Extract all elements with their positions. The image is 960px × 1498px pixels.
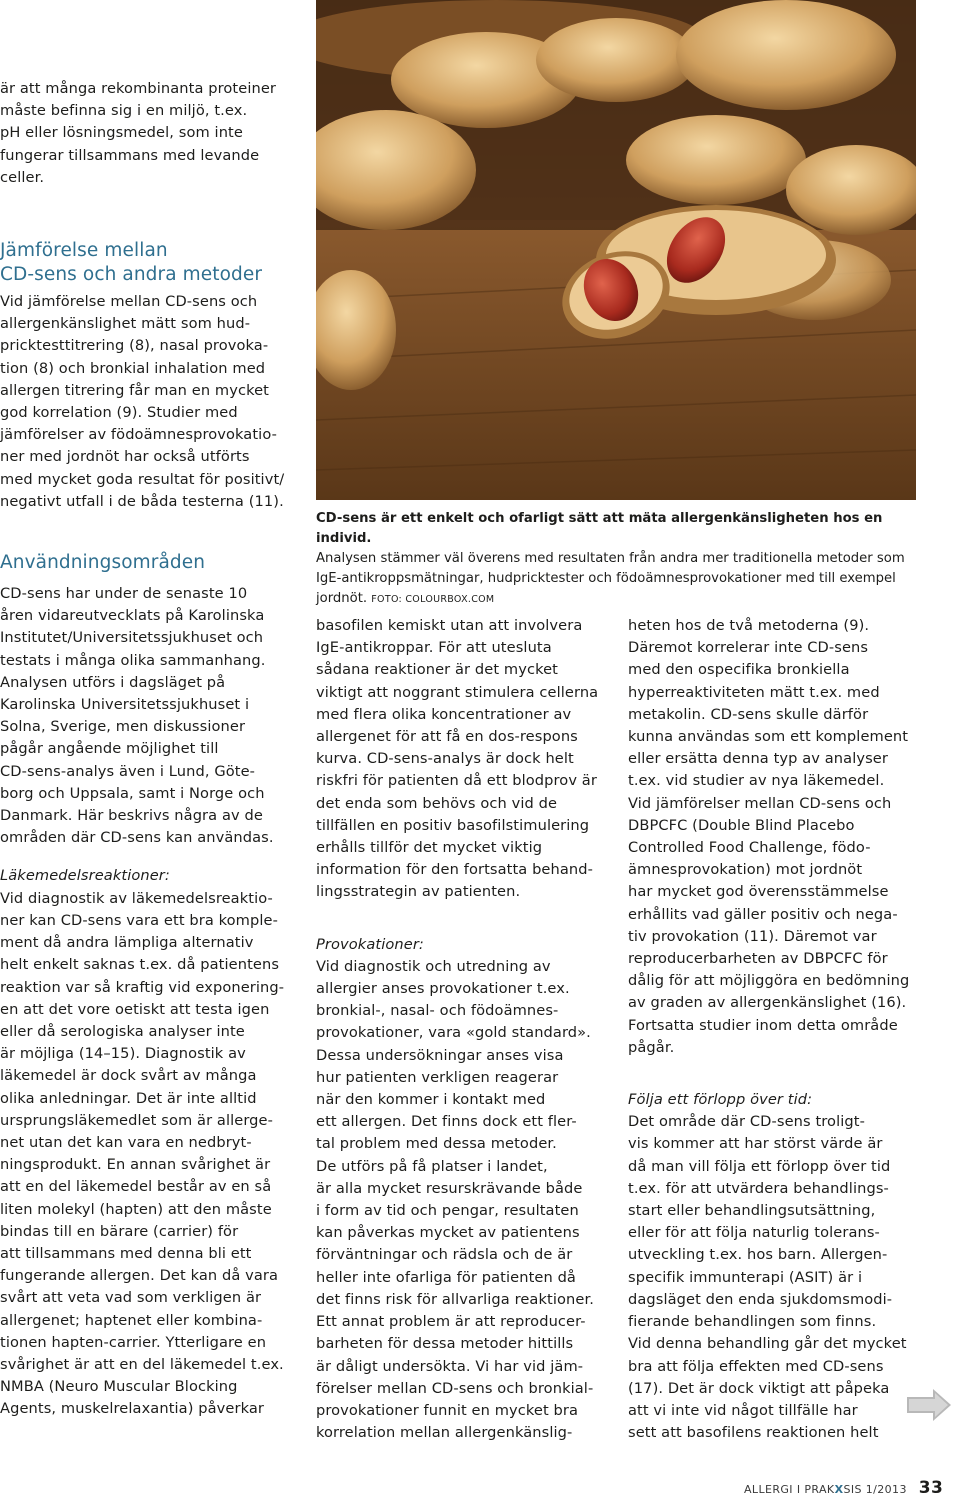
journal-name-b: SIS 1/2013 (843, 1483, 907, 1496)
paragraph-comparison: Vid jämförelse mellan CD-sens och allergenkänslighet mätt som hud- pricktesttitrering (8), nasal provoka- tion (8) och bronkial inhalation med allergen titrering får man en mycket god korrelation (9). Studier med jämförelser av födoämnesprovokatio- ner med jordnöt har också utförts med mycket goda resultat för positivt/ negativt utfall i de båda testerna (11). (0, 293, 285, 510)
paragraph-provocations: Vid diagnostik och utredning av allergier anses provokationer t.ex. bronkial-, nasal- och födoämnes- provokationer, vara «gold standard». Dessa undersökningar anses visa hur patienten verkligen reagerar när den kommer i kontakt med ett allergen. Det finns dock ett fler- tal problem med dessa metoder. De utförs på få platser i landet, är alla mycket resurskrävande både i form av tid och pengar, resultaten kan påverkas mycket av patientens förväntningar och rädsla och de är heller inte ofarliga för patienten då det finns risk för allvarliga reaktioner. Ett annat problem är att reproducer- barheten för dessa metoder hittills är dåligt undersökta. Vi har vid jäm- förelser mellan CD-sens och bronkial- provokationer funnit en mycket bra korrelation mellan allergenkänslig- (316, 957, 594, 1442)
subheading-provocations: Provokationer: (316, 935, 424, 953)
heading-comparison: Jämförelse mellan CD-sens och andra metoder (0, 240, 263, 286)
column-3 (628, 615, 928, 1444)
column-2 (316, 615, 616, 1444)
page-footer (744, 1478, 944, 1498)
peanut-photo (316, 0, 916, 500)
intro-paragraph: är att många rekombinanta proteiner måste befinna sig i en miljö, t.ex. pH eller lösningsmedel, som inte fungerar tillsammans med levande celler. (0, 80, 277, 186)
column-1 (0, 78, 300, 1421)
photo-credit: FOTO: COLOURBOX.COM (371, 594, 495, 605)
photo-caption (316, 509, 916, 610)
paragraph-follow-course: Det område där CD-sens troligt- vis kommer att har störst värde är då man vill följa ett förlopp över tid t.ex. för att utvärdera behandlings- start eller behandlingsutsättning, eller för att följa naturlig tolerans- utveckling t.ex. hos barn. Allergen- specifik immunterapi (ASIT) är i dagsläget den enda sjukdomsmodi- fierande behandlingen som finns. Vid denna behandling går det mycket bra att följa effekten med CD-sens (17). Det är dock viktigt att påpeka att vi inte vid något tillfälle har sett att basofilens reaktionen helt (628, 1113, 907, 1442)
caption-lead: CD-sens är ett enkelt och ofarligt sätt att mäta allergenkänsligheten hos en individ. (316, 511, 883, 546)
paragraph-applications: CD-sens har under de senaste 10 åren vidareutvecklats på Karolinska Institutet/Universitetssjukhuset och testats i många olika sammanhang. Analysen utförs i dagsläget på Karolinska Universitetssjukhuset i Solna, Sverige, men diskussioner pågår angående möjlighet till CD-sens-analys även i Lund, Göte- borg och Uppsala, samt i Norge och Danmark. Här beskrivs några av de områden där CD-sens kan användas. (0, 585, 274, 847)
journal-name-a: ALLERGI I PRAK (744, 1483, 835, 1496)
subheading-drug-reactions: Läkemedelsreaktioner: (0, 867, 170, 885)
subheading-follow-course: Följa ett förlopp över tid: (628, 1091, 813, 1109)
caption-body: Analysen stämmer väl överens med resultaten från andra mer traditionella metoder som IgE-antikroppsmätningar, hudpricktester och födoämnesprovokationer med till exempel jordnöt. (316, 551, 905, 606)
journal-name-x: X (834, 1483, 844, 1496)
paragraph-correlation: heten hos de två metoderna (9). Däremot korrelerar inte CD-sens med den ospecifika bronkiella hyperreaktiviteten mätt t.ex. med metakolin. CD-sens skulle därför kunna användas som ett komplement eller ersätta denna typ av analyser t.ex. vid studier av nya läkemedel. Vid jämförelser mellan CD-sens och DBPCFC (Double Blind Placebo Controlled Food Challenge, födo- ämnesprovokation) mot jordnöt har mycket god överensstämmelse erhållits vad gäller positiv och nega- tiv provokation (11). Däremot var reproducerbarheten av DBPCFC för dålig för att möjliggöra en bedömning av graden av allergenkänslighet (16). Fortsatta studier inom detta område pågår. (628, 617, 910, 1056)
page-number: 33 (918, 1478, 944, 1498)
paragraph-drug-reactions: Vid diagnostik av läkemedelsreaktio- ner kan CD-sens vara ett bra komple- ment då andra lämpliga alternativ helt enkelt saknas t.ex. då patientens reaktion var så kraftig vid exponering- en att det vore oetiskt att testa igen eller då serologiska analyser inte är möjliga (14–15). Diagnostik av läkemedel är dock svårt av många olika anledningar. Det är inte alltid ursprungsläkemedlet som är allerge- net utan det kan vara en nedbryt- ningsprodukt. En annan svårighet är att en del läkemedel består av en så liten molekyl (hapten) att den måste bindas till en bärare (carrier) för att tillsammans med denna bli ett fungerande allergen. Det kan då vara svårt att veta vad som verkligen är allergenet; haptenet eller kombina- tionen hapten-carrier. Ytterligare en svårighet är att en del läkemedel t.ex. NMBA (Neuro Muscular Blocking Agents, muskelrelaxantia) påverkar (0, 889, 285, 1418)
paragraph-basophil: basofilen kemiskt utan att involvera IgE-antikroppar. För att utesluta sådana reaktioner är det mycket viktigt att noggrant stimulera cellerna med flera olika koncentrationer av allergenet för att få en dos-respons kurva. CD-sens-analys är dock helt riskfri för patienten då ett blodprov är det enda som behövs och vid de tillfällen en positiv basofilstimulering erhålls tillför det mycket viktig information för den fortsatta behand- lingsstrategin av patienten. (316, 617, 599, 901)
heading-applications: Användningsområden (0, 552, 206, 574)
continue-arrow-icon (905, 1388, 953, 1422)
